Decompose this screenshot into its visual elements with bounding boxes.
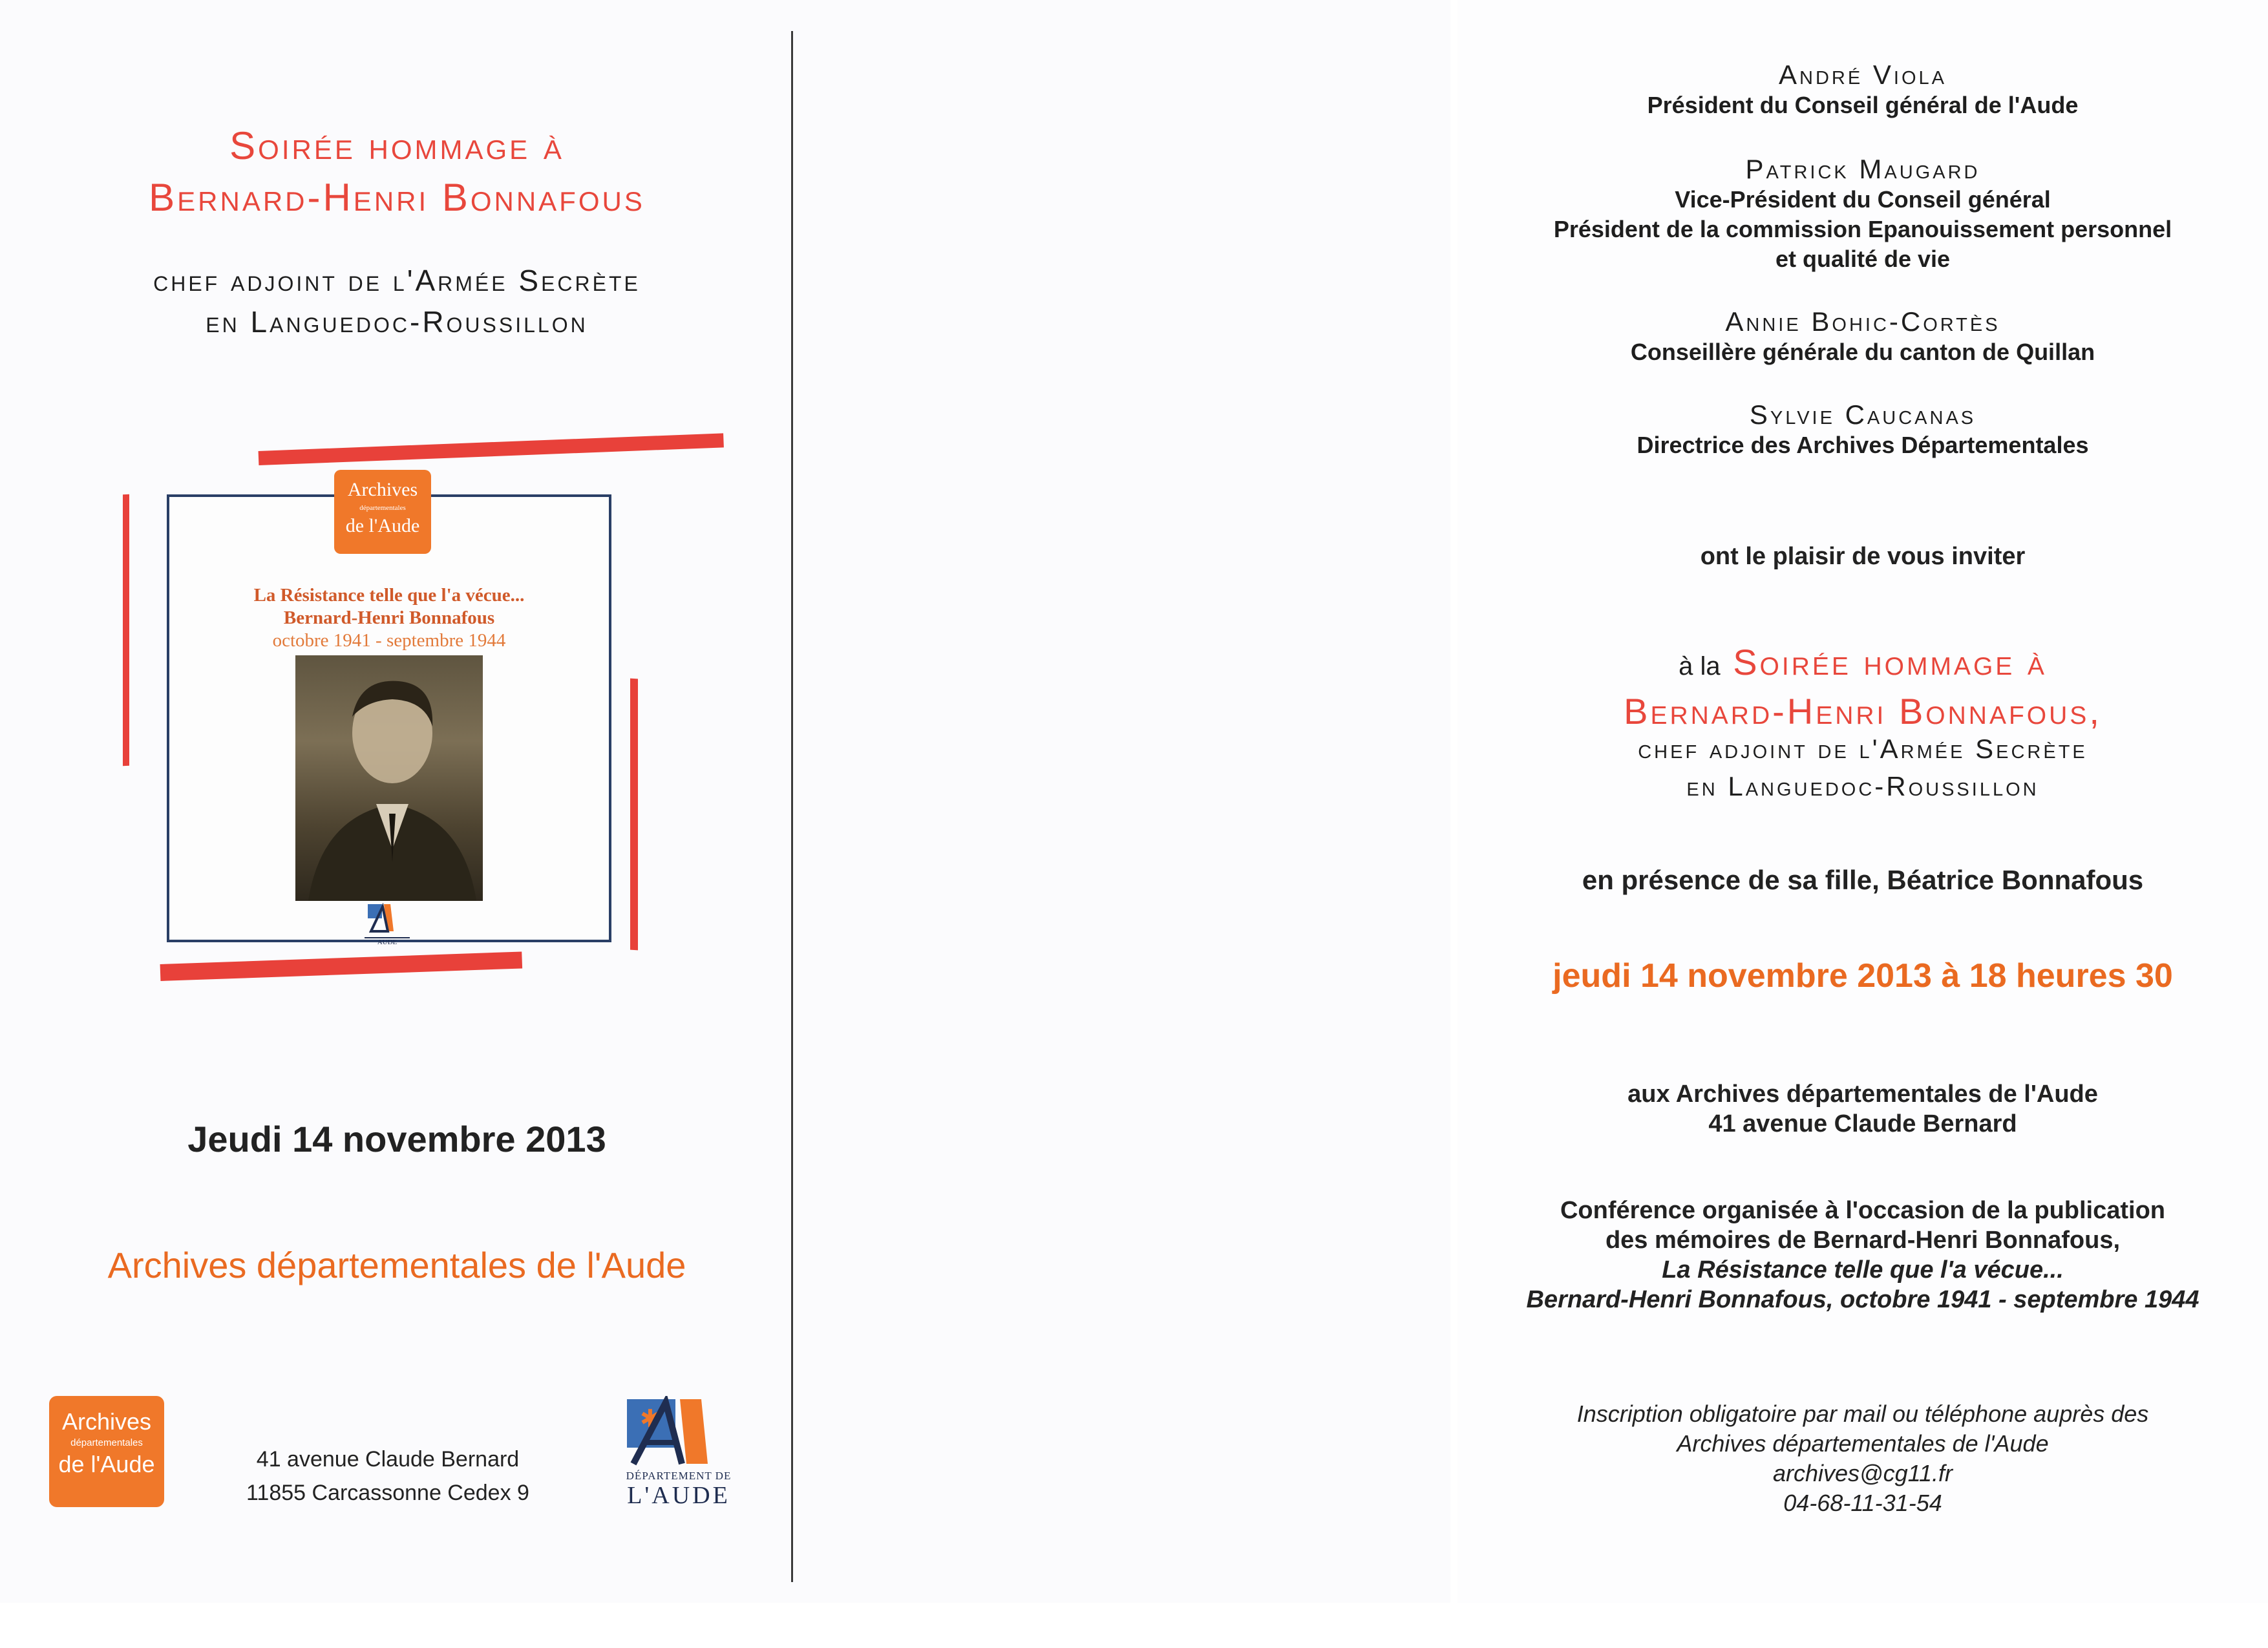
event-sub-line1: chef adjoint de l'Armée Secrète: [1638, 734, 2088, 764]
left-subtitle-line1: chef adjoint de l'Armée Secrète: [153, 264, 641, 297]
host-role: et qualité de vie: [1775, 246, 1951, 272]
aude-logo-line1: DÉPARTEMENT DE: [626, 1470, 732, 1482]
registration-note: [1457, 1399, 2268, 1518]
host-name: Annie Bohic-Cortès: [1725, 306, 2000, 337]
event-date-time: jeudi 14 novembre 2013 à 18 heures 30: [1553, 957, 2173, 995]
host-role: Conseillère générale du canton de Quillan: [1630, 339, 2095, 365]
middle-panel: [794, 0, 1457, 1603]
left-address: [233, 1442, 543, 1510]
place-line2: 41 avenue Claude Bernard: [1708, 1110, 2017, 1137]
host-name: Sylvie Caucanas: [1749, 399, 1977, 430]
event-title-line2: Bernard-Henri Bonnafous,: [1624, 691, 2102, 732]
reg-line1: Inscription obligatoire par mail ou téléphone auprès des: [1576, 1400, 2149, 1427]
cover-frame: [167, 479, 611, 946]
host-maugard: [1457, 154, 2268, 274]
event-sub-line2: en Languedoc-Roussillon: [1686, 771, 2039, 801]
archives-logo-line2: départementales: [70, 1437, 143, 1448]
cover-logo-line1: Archives: [347, 479, 418, 500]
invite-text: ont le plaisir de vous inviter: [1700, 543, 2026, 570]
event-title-line1-wrap: [1457, 640, 2268, 689]
red-stripe-bottom: [160, 951, 523, 981]
aude-logo-line2: L'AUDE: [627, 1482, 730, 1509]
conf-line2: des mémoires de Bernard-Henri Bonnafous,: [1605, 1227, 2121, 1254]
place-line1: aux Archives départementales de l'Aude: [1627, 1081, 2098, 1108]
host-role: Président du Conseil général de l'Aude: [1647, 92, 2079, 118]
address-line2: 11855 Carcassonne Cedex 9: [246, 1481, 529, 1505]
host-role: Directrice des Archives Départementales: [1637, 432, 2089, 458]
cover-book-title: [169, 584, 609, 652]
conf-line3: La Résistance telle que l'a vécue...: [1662, 1256, 2064, 1284]
host-name: André Viola: [1779, 59, 1947, 90]
aude-logo-text: [610, 1469, 747, 1508]
cover-title-line1: La Résistance telle que l'a vécue...: [253, 585, 525, 606]
archives-logo: [49, 1396, 164, 1507]
conference-note: [1457, 1196, 2268, 1315]
left-subtitle: [0, 260, 794, 343]
conf-line4: Bernard-Henri Bonnafous, octobre 1941 - septembre 1944: [1526, 1286, 2199, 1313]
cover-title-line2: Bernard-Henri Bonnafous: [283, 607, 495, 628]
left-date: Jeudi 14 novembre 2013: [187, 1119, 606, 1159]
host-role: Vice-Président du Conseil général: [1675, 186, 2051, 213]
left-organization: Archives départementales de l'Aude: [107, 1245, 686, 1285]
left-title: [0, 120, 794, 224]
cover-logo-line3: de l'Aude: [345, 515, 420, 536]
portrait-silhouette: [295, 655, 483, 901]
presence-text: en présence de sa fille, Béatrice Bonnafous: [1582, 865, 2144, 895]
address-line1: 41 avenue Claude Bernard: [256, 1447, 520, 1472]
left-title-line1: Soirée hommage à: [229, 124, 564, 167]
event-subtitle: [1457, 730, 2268, 805]
red-stripe-left: [123, 494, 129, 766]
host-bohic-cortes: [1457, 306, 2268, 367]
archives-logo-line1: Archives: [61, 1408, 152, 1435]
reg-phone: 04-68-11-31-54: [1783, 1490, 1942, 1516]
reg-email: archives@cg11.fr: [1773, 1460, 1953, 1486]
archives-logo-line3: de l'Aude: [58, 1451, 155, 1477]
host-viola: [1457, 59, 2268, 120]
red-stripe-right: [630, 679, 638, 951]
reg-line2: Archives départementales de l'Aude: [1677, 1430, 2049, 1457]
event-place: [1457, 1079, 2268, 1139]
a-la-text: à la: [1679, 652, 1721, 681]
left-subtitle-line2: en Languedoc-Roussillon: [206, 305, 588, 339]
portrait-photo: [295, 655, 483, 901]
event-title: [1457, 640, 2268, 734]
cover-archives-logo: [334, 470, 431, 554]
cover-aude-mini-logo: [365, 903, 410, 946]
conf-line1: Conférence organisée à l'occasion de la publication: [1560, 1197, 2166, 1224]
scan-margin: [0, 1603, 2268, 1648]
red-stripe-top: [259, 433, 724, 465]
svg-text:✱: ✱: [640, 1404, 661, 1433]
left-title-line2: Bernard-Henri Bonnafous: [149, 176, 645, 219]
book-cover: [116, 433, 685, 1015]
host-caucanas: [1457, 399, 2268, 460]
cover-mini-logo-text: AUDE: [365, 937, 410, 946]
aude-mini-icon: [365, 903, 410, 934]
cover-logo-line2: départementales: [359, 504, 406, 512]
host-role: Président de la commission Epanouissement personnel: [1553, 216, 2172, 242]
host-name: Patrick Maugard: [1745, 154, 1980, 184]
event-title-line1: Soirée hommage à: [1733, 642, 2047, 682]
cover-dates: octobre 1941 - septembre 1944: [272, 630, 506, 651]
